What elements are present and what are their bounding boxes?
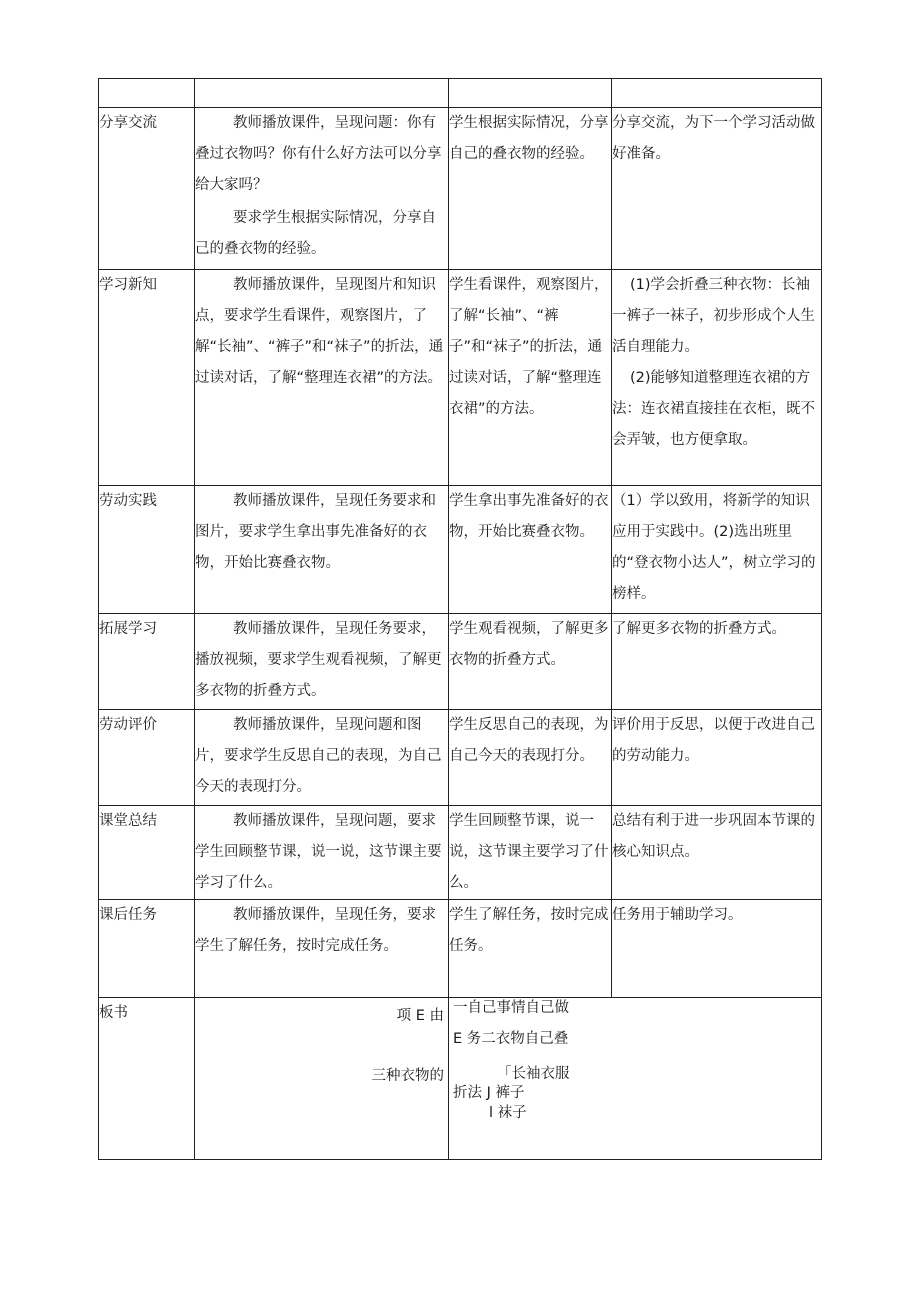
stage-cell: 劳动评价 bbox=[99, 710, 195, 806]
table-row bbox=[99, 710, 822, 806]
stage-cell: 课堂总结 bbox=[99, 806, 195, 900]
teacher-activity-cell bbox=[195, 270, 449, 486]
teacher-paragraph: 教师播放课件，呈现问题和图片，要求学生反思自己的表现，为自己今天的表现打分。 bbox=[195, 717, 442, 795]
purpose-paragraph: (2)能够知道整理连衣裙的方法：连衣裙直接挂在衣柜，既不会弄皱，也方便拿取。 bbox=[612, 370, 815, 448]
student-activity-cell: 学生拿出事先准备好的衣物，开始比赛叠衣物。 bbox=[449, 486, 612, 614]
teacher-activity-cell bbox=[195, 108, 449, 270]
teacher-activity-cell bbox=[195, 710, 449, 806]
board-right-line: l 袜子 bbox=[489, 1105, 527, 1121]
table-row bbox=[99, 486, 822, 614]
teacher-paragraph: 教师播放课件，呈现问题：你有叠过衣物吗？你有什么好方法可以分享给大家吗？ bbox=[195, 115, 442, 193]
teacher-paragraph: 教师播放课件，呈现问题，要求学生回顾整节课，说一说，这节课主要学习了什么。 bbox=[195, 813, 442, 891]
board-left-cell bbox=[195, 998, 449, 1160]
empty-cell bbox=[449, 79, 612, 108]
board-right-line: 「长袖衣服 bbox=[497, 1066, 570, 1082]
teacher-paragraph: 要求学生根据实际情况，分享自己的叠衣物的经验。 bbox=[195, 210, 436, 257]
stage-cell: 课后任务 bbox=[99, 900, 195, 998]
board-right-line: 一自己事情自己做 bbox=[453, 1000, 569, 1016]
empty-cell bbox=[195, 79, 449, 108]
lesson-plan-table bbox=[98, 78, 822, 1160]
board-stage-cell: 板书 bbox=[99, 998, 195, 1160]
purpose-paragraph: 任务用于辅助学习。 bbox=[612, 907, 743, 923]
student-activity-cell: 学生观看视频，了解更多衣物的折叠方式。 bbox=[449, 614, 612, 710]
table-row bbox=[99, 806, 822, 900]
empty-cell bbox=[612, 79, 822, 108]
board-row bbox=[99, 998, 822, 1160]
purpose-paragraph: 分享交流，为下一个学习活动做好准备。 bbox=[612, 115, 815, 162]
purpose-paragraph: 评价用于反思，以便于改进自己的劳动能力。 bbox=[612, 717, 815, 764]
header-row-empty bbox=[99, 79, 822, 108]
purpose-cell bbox=[612, 710, 822, 806]
board-right-line: 折法 J 裤子 bbox=[453, 1085, 525, 1101]
purpose-cell bbox=[612, 486, 822, 614]
purpose-paragraph: 总结有利于进一步巩固本节课的核心知识点。 bbox=[612, 813, 815, 860]
stage-cell: 学习新知 bbox=[99, 270, 195, 486]
board-right-cell bbox=[449, 998, 822, 1160]
stage-cell: 拓展学习 bbox=[99, 614, 195, 710]
teacher-activity-cell bbox=[195, 900, 449, 998]
student-activity-cell: 学生看课件，观察图片，了解“长袖”、“裤子”和“袜子”的折法，通过读对话，了解“整理连衣裙”的方法。 bbox=[449, 270, 612, 486]
teacher-activity-cell bbox=[195, 614, 449, 710]
board-left-line: 项 E 由 bbox=[396, 1008, 444, 1024]
purpose-cell bbox=[612, 270, 822, 486]
student-activity-cell: 学生反思自己的表现，为自己今天的表现打分。 bbox=[449, 710, 612, 806]
table-row bbox=[99, 900, 822, 998]
purpose-cell bbox=[612, 108, 822, 270]
teacher-paragraph: 教师播放课件，呈现任务要求，播放视频，要求学生观看视频，了解更多衣物的折叠方式。 bbox=[195, 621, 442, 699]
teacher-paragraph: 教师播放课件，呈现任务，要求学生了解任务，按时完成任务。 bbox=[195, 907, 436, 954]
purpose-paragraph: （1）学以致用，将新学的知识应用于实践中。(2)选出班里的“登衣物小达人”，树立学习的榜样。 bbox=[612, 493, 816, 602]
teacher-activity-cell bbox=[195, 806, 449, 900]
stage-cell: 分享交流 bbox=[99, 108, 195, 270]
student-activity-cell: 学生了解任务，按时完成任务。 bbox=[449, 900, 612, 998]
teacher-paragraph: 教师播放课件，呈现任务要求和图片，要求学生拿出事先准备好的衣物，开始比赛叠衣物。 bbox=[195, 493, 436, 571]
empty-cell bbox=[99, 79, 195, 108]
purpose-cell bbox=[612, 900, 822, 998]
purpose-cell bbox=[612, 806, 822, 900]
purpose-paragraph: 了解更多衣物的折叠方式。 bbox=[612, 621, 786, 637]
board-right-line: E 务二衣物自己叠 bbox=[453, 1031, 569, 1047]
purpose-paragraph: (1)学会折叠三种衣物：长袖一裤子一袜子，初步形成个人生活自理能力。 bbox=[612, 277, 815, 355]
teacher-activity-cell bbox=[195, 486, 449, 614]
teacher-paragraph: 教师播放课件，呈现图片和知识点，要求学生看课件，观察图片，了解“长袖”、“裤子”和“袜子”的折法，通过读对话，了解“整理连衣裙”的方法。 bbox=[195, 277, 444, 386]
table-row bbox=[99, 614, 822, 710]
purpose-cell bbox=[612, 614, 822, 710]
board-left-line: 三种衣物的 bbox=[371, 1068, 444, 1084]
student-activity-cell: 学生回顾整节课，说一说，这节课主要学习了什么。 bbox=[449, 806, 612, 900]
student-activity-cell: 学生根据实际情况，分享自己的叠衣物的经验。 bbox=[449, 108, 612, 270]
stage-cell: 劳动实践 bbox=[99, 486, 195, 614]
table-row bbox=[99, 108, 822, 270]
table-row bbox=[99, 270, 822, 486]
